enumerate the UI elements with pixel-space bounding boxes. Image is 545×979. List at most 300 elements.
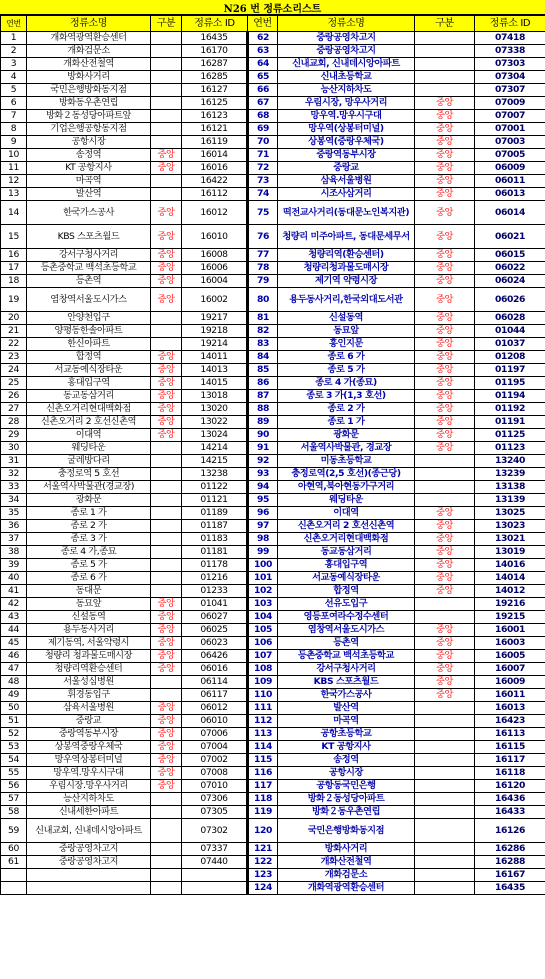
row-seq-right: 94 [248,481,278,494]
row-seq-right: 124 [248,882,278,895]
row-stop-id-right: 13021 [475,533,545,546]
row-seq-right: 75 [248,201,278,225]
row-category-right [415,481,475,494]
row-stop-id-right: 16288 [475,856,545,869]
table-row [1,225,545,249]
row-seq-right: 79 [248,275,278,288]
row-category [151,45,182,58]
row-category-right: 중앙 [415,624,475,637]
row-seq-right: 93 [248,468,278,481]
row-stop-name-right: 청량리청과물도매시장 [278,262,415,275]
row-stop-name-right: 국민은행방화동지점 [278,819,415,843]
row-seq: 40 [1,572,27,585]
header-name-right: 정류소명 [278,16,415,32]
row-stop-id: 14011 [182,351,248,364]
row-stop-name: 중랑공영차고지 [27,856,151,869]
row-stop-id: 06025 [182,624,248,637]
row-category: 중앙 [151,288,182,312]
row-stop-id-right: 19215 [475,611,545,624]
row-stop-id: 06027 [182,611,248,624]
row-stop-name: 신설동역 [27,611,151,624]
row-stop-id: 13018 [182,390,248,403]
row-stop-id-right: 16117 [475,754,545,767]
row-category [151,882,182,895]
row-stop-id-right: 16113 [475,728,545,741]
table-row [1,715,545,728]
row-stop-id: 01041 [182,598,248,611]
row-stop-name: 방화동우촌연립 [27,97,151,110]
row-seq-right: 99 [248,546,278,559]
row-seq: 50 [1,702,27,715]
row-stop-name: 중랑교 [27,715,151,728]
row-category [151,793,182,806]
row-category [151,585,182,598]
row-stop-id-right: 13025 [475,507,545,520]
table-row [1,325,545,338]
row-stop-id: 06023 [182,637,248,650]
row-stop-id-right: 16115 [475,741,545,754]
table-row [1,468,545,481]
row-stop-id: 16119 [182,136,248,149]
row-category: 중앙 [151,754,182,767]
row-seq-right: 82 [248,325,278,338]
table-row [1,843,545,856]
row-seq: 43 [1,611,27,624]
row-category-right: 중앙 [415,429,475,442]
row-stop-id-right: 16126 [475,819,545,843]
row-category-right: 중앙 [415,585,475,598]
header-category-right: 구분 [415,16,475,32]
row-stop-id: 07305 [182,806,248,819]
row-stop-id-right: 06024 [475,275,545,288]
row-stop-id-right: 06022 [475,262,545,275]
row-stop-name: 한국가스공사 [27,201,151,225]
row-stop-name-right: 공항초등학교 [278,728,415,741]
row-seq: 13 [1,188,27,201]
row-category-right: 중앙 [415,288,475,312]
table-row [1,312,545,325]
row-stop-id-right: 13019 [475,546,545,559]
row-category [151,468,182,481]
table-row [1,123,545,136]
row-stop-name: 개화검문소 [27,45,151,58]
row-stop-id: 16127 [182,84,248,97]
row-stop-name-right: 한국가스공사 [278,689,415,702]
row-stop-id: 06010 [182,715,248,728]
row-category: 중앙 [151,598,182,611]
row-seq: 54 [1,754,27,767]
table-row [1,882,545,895]
sheet-title: N26 번 정류소리스트 [0,0,545,15]
row-category [151,572,182,585]
row-seq-right: 78 [248,262,278,275]
row-stop-name: 개화산전철역 [27,58,151,71]
stop-table [0,15,545,895]
row-category [151,175,182,188]
row-stop-name: 한신아파트 [27,338,151,351]
header-seq: 연번 [1,16,27,32]
row-category [151,123,182,136]
row-category-right: 중앙 [415,663,475,676]
row-stop-id-right: 14014 [475,572,545,585]
row-seq-right: 67 [248,97,278,110]
row-stop-name: 용두동사거리 [27,624,151,637]
table-row [1,481,545,494]
row-stop-name: 기업은행공항동지점 [27,123,151,136]
row-category [151,856,182,869]
row-stop-name [27,882,151,895]
table-row [1,741,545,754]
row-seq-right: 102 [248,585,278,598]
row-seq: 45 [1,637,27,650]
row-category-right [415,45,475,58]
row-stop-id: 13238 [182,468,248,481]
row-category: 중앙 [151,351,182,364]
row-stop-id-right: 07001 [475,123,545,136]
row-seq: 25 [1,377,27,390]
row-category: 중앙 [151,390,182,403]
row-stop-id: 16170 [182,45,248,58]
row-seq [1,882,27,895]
row-seq: 8 [1,123,27,136]
row-stop-name: KBS 스포츠월드 [27,225,151,249]
row-seq-right: 64 [248,58,278,71]
row-seq: 7 [1,110,27,123]
row-category: 중앙 [151,741,182,754]
row-stop-id-right: 07307 [475,84,545,97]
row-seq-right: 119 [248,806,278,819]
row-seq-right: 106 [248,637,278,650]
row-stop-name-right: 동묘앞 [278,325,415,338]
row-seq-right: 84 [248,351,278,364]
row-stop-id-right: 06014 [475,201,545,225]
table-row [1,249,545,262]
row-stop-id: 16121 [182,123,248,136]
row-seq: 27 [1,403,27,416]
row-seq-right: 81 [248,312,278,325]
row-stop-id-right: 13240 [475,455,545,468]
table-row [1,149,545,162]
row-stop-name: 양평동한솔아파트 [27,325,151,338]
row-seq: 5 [1,84,27,97]
row-stop-id-right: 16005 [475,650,545,663]
row-stop-name-right: 영등포여라수정수센터 [278,611,415,624]
row-stop-name: 서울역사박물관(경교장) [27,481,151,494]
row-seq-right: 112 [248,715,278,728]
row-stop-name: 방화사거리 [27,71,151,84]
row-stop-name-right: 등촌중학교 백석초등학교 [278,650,415,663]
table-row [1,455,545,468]
row-category: 중앙 [151,650,182,663]
row-seq: 41 [1,585,27,598]
row-seq-right: 70 [248,136,278,149]
header-id-right: 정류소 ID [475,16,545,32]
row-category-right: 중앙 [415,175,475,188]
row-stop-name-right: 신촌오거리현대백화점 [278,533,415,546]
row-stop-id-right: 16286 [475,843,545,856]
row-category [151,32,182,45]
table-row [1,377,545,390]
table-row [1,663,545,676]
row-stop-id-right: 19216 [475,598,545,611]
row-category: 중앙 [151,201,182,225]
row-stop-id-right: 14016 [475,559,545,572]
row-stop-id-right: 16013 [475,702,545,715]
row-stop-name-right: 청량리역(환승센터) [278,249,415,262]
row-stop-name: 신내세한아파트 [27,806,151,819]
row-stop-name: 서울성심병원 [27,676,151,689]
row-category [151,455,182,468]
table-row [1,351,545,364]
table-row [1,585,545,598]
row-category-right: 중앙 [415,262,475,275]
row-stop-id: 16008 [182,249,248,262]
row-stop-name: 종로 5 가 [27,559,151,572]
row-stop-id [182,882,248,895]
row-seq-right: 85 [248,364,278,377]
table-row [1,767,545,780]
table-row [1,364,545,377]
table-row [1,676,545,689]
row-stop-id: 06117 [182,689,248,702]
row-stop-id: 14013 [182,364,248,377]
row-stop-name: 중랑역동부시장 [27,728,151,741]
row-stop-name-right: 종로 1 가 [278,416,415,429]
table-row [1,754,545,767]
row-seq: 38 [1,546,27,559]
row-stop-name: 등촌중학교 백석초등학교 [27,262,151,275]
row-stop-name: 동묘앞 [27,598,151,611]
row-stop-name-right: 등촌역 [278,637,415,650]
row-stop-id-right: 16009 [475,676,545,689]
row-stop-id: 01178 [182,559,248,572]
row-seq: 4 [1,71,27,84]
row-stop-name-right: 종로 5 가 [278,364,415,377]
row-seq-right: 118 [248,793,278,806]
row-stop-name: 종로 2 가 [27,520,151,533]
row-stop-id: 16016 [182,162,248,175]
row-category-right: 중앙 [415,533,475,546]
row-stop-id-right: 07338 [475,45,545,58]
row-category: 중앙 [151,429,182,442]
row-seq: 34 [1,494,27,507]
header-category: 구분 [151,16,182,32]
row-seq: 36 [1,520,27,533]
row-category [151,843,182,856]
row-seq-right: 89 [248,416,278,429]
header-seq-right: 연번 [248,16,278,32]
row-seq-right: 62 [248,32,278,45]
row-stop-id-right: 07007 [475,110,545,123]
table-row [1,338,545,351]
row-category-right [415,806,475,819]
row-stop-id-right: 13139 [475,494,545,507]
row-stop-id: 01187 [182,520,248,533]
table-row [1,869,545,882]
row-stop-id: 14015 [182,377,248,390]
row-stop-id: 16012 [182,201,248,225]
table-row [1,546,545,559]
table-row [1,520,545,533]
row-stop-name-right: 방화사거리 [278,843,415,856]
row-stop-id: 07302 [182,819,248,843]
row-stop-name-right: 신촌오거리 2 호선신촌역 [278,520,415,533]
row-stop-id: 01181 [182,546,248,559]
table-row [1,637,545,650]
row-category-right: 중앙 [415,312,475,325]
row-seq: 12 [1,175,27,188]
row-stop-name-right: 상봉역(중랑우체국) [278,136,415,149]
row-stop-id: 07440 [182,856,248,869]
row-category [151,338,182,351]
row-seq: 60 [1,843,27,856]
row-stop-name-right: 동교동삼거리 [278,546,415,559]
row-category-right: 중앙 [415,390,475,403]
row-category: 중앙 [151,702,182,715]
row-category-right [415,741,475,754]
row-stop-id-right: 13239 [475,468,545,481]
table-row [1,175,545,188]
table-row [1,416,545,429]
row-stop-name: 삼육서울병원 [27,702,151,715]
row-seq [1,869,27,882]
row-stop-name-right: 능산지하차도 [278,84,415,97]
row-stop-name: 능산지하차도 [27,793,151,806]
row-category [151,97,182,110]
table-row [1,262,545,275]
row-stop-name: 공항시장 [27,136,151,149]
row-seq: 51 [1,715,27,728]
row-category-right [415,843,475,856]
row-stop-name: 국민은행방화동지점 [27,84,151,97]
row-stop-name-right: 홍대입구역 [278,559,415,572]
row-category-right: 중앙 [415,520,475,533]
row-seq: 53 [1,741,27,754]
row-stop-name-right: 청량리 미주아파트, 동대문세무서 [278,225,415,249]
row-seq: 20 [1,312,27,325]
row-stop-id: 13020 [182,403,248,416]
row-stop-id-right: 07303 [475,58,545,71]
row-seq: 42 [1,598,27,611]
table-row [1,390,545,403]
row-seq-right: 121 [248,843,278,856]
row-category: 중앙 [151,624,182,637]
row-category: 중앙 [151,728,182,741]
row-stop-name: 강서구청사거리 [27,249,151,262]
row-category: 중앙 [151,262,182,275]
table-row [1,559,545,572]
row-seq-right: 66 [248,84,278,97]
table-row [1,32,545,45]
row-stop-id: 01121 [182,494,248,507]
table-row [1,728,545,741]
row-stop-name-right: 중랑역동부시장 [278,149,415,162]
table-row [1,624,545,637]
row-seq: 61 [1,856,27,869]
row-category [151,312,182,325]
row-stop-name-right: 중랑교 [278,162,415,175]
row-seq: 29 [1,429,27,442]
row-stop-id-right: 07003 [475,136,545,149]
row-seq: 11 [1,162,27,175]
row-category [151,819,182,843]
row-stop-id-right: 16423 [475,715,545,728]
row-seq: 44 [1,624,27,637]
header-id: 정류소 ID [182,16,248,32]
row-stop-id-right: 16120 [475,780,545,793]
row-stop-name: 청량리 청과물도매시장 [27,650,151,663]
row-stop-id: 01183 [182,533,248,546]
table-row [1,598,545,611]
row-category: 중앙 [151,663,182,676]
row-category: 중앙 [151,767,182,780]
row-seq-right: 92 [248,455,278,468]
row-stop-id: 06012 [182,702,248,715]
row-seq-right: 109 [248,676,278,689]
table-row [1,702,545,715]
row-stop-id: 06114 [182,676,248,689]
row-seq-right: 72 [248,162,278,175]
row-stop-id: 16006 [182,262,248,275]
row-category-right [415,819,475,843]
row-stop-name: 방화２동성당아파트앞 [27,110,151,123]
row-seq: 3 [1,58,27,71]
row-category [151,559,182,572]
row-category [151,110,182,123]
row-stop-id: 16422 [182,175,248,188]
row-category-right: 중앙 [415,637,475,650]
row-stop-name-right: 충정로역(2,5 호선)(종근당) [278,468,415,481]
row-category-right [415,598,475,611]
table-row [1,819,545,843]
row-stop-name-right: 강서구청사거리 [278,663,415,676]
row-stop-name-right: 떡전교사거리(동대문노인복지관) [278,201,415,225]
row-category-right: 중앙 [415,97,475,110]
row-category-right: 중앙 [415,149,475,162]
row-category: 중앙 [151,611,182,624]
row-stop-id-right: 06028 [475,312,545,325]
row-stop-id-right: 16436 [475,793,545,806]
row-stop-name-right: 아현역,북아현동가구거리 [278,481,415,494]
row-stop-name: 동대문 [27,585,151,598]
row-seq: 2 [1,45,27,58]
row-stop-id-right: 06021 [475,225,545,249]
row-category: 중앙 [151,377,182,390]
row-seq-right: 90 [248,429,278,442]
row-stop-id: 16287 [182,58,248,71]
row-category [151,71,182,84]
row-stop-id: 07010 [182,780,248,793]
row-seq-right: 120 [248,819,278,843]
row-category-right: 중앙 [415,338,475,351]
row-category-right [415,715,475,728]
row-seq: 46 [1,650,27,663]
row-category-right [415,869,475,882]
row-seq: 6 [1,97,27,110]
row-category-right: 중앙 [415,136,475,149]
table-row [1,442,545,455]
row-seq-right: 80 [248,288,278,312]
row-category-right: 중앙 [415,689,475,702]
row-stop-name-right: 공항시장 [278,767,415,780]
row-seq: 32 [1,468,27,481]
row-stop-id-right: 13138 [475,481,545,494]
row-seq: 23 [1,351,27,364]
row-category [151,494,182,507]
row-stop-name-right: 선유도입구 [278,598,415,611]
row-stop-name: 신내교회, 신내데시앙아파트 [27,819,151,843]
row-stop-name-right: 합정역 [278,585,415,598]
